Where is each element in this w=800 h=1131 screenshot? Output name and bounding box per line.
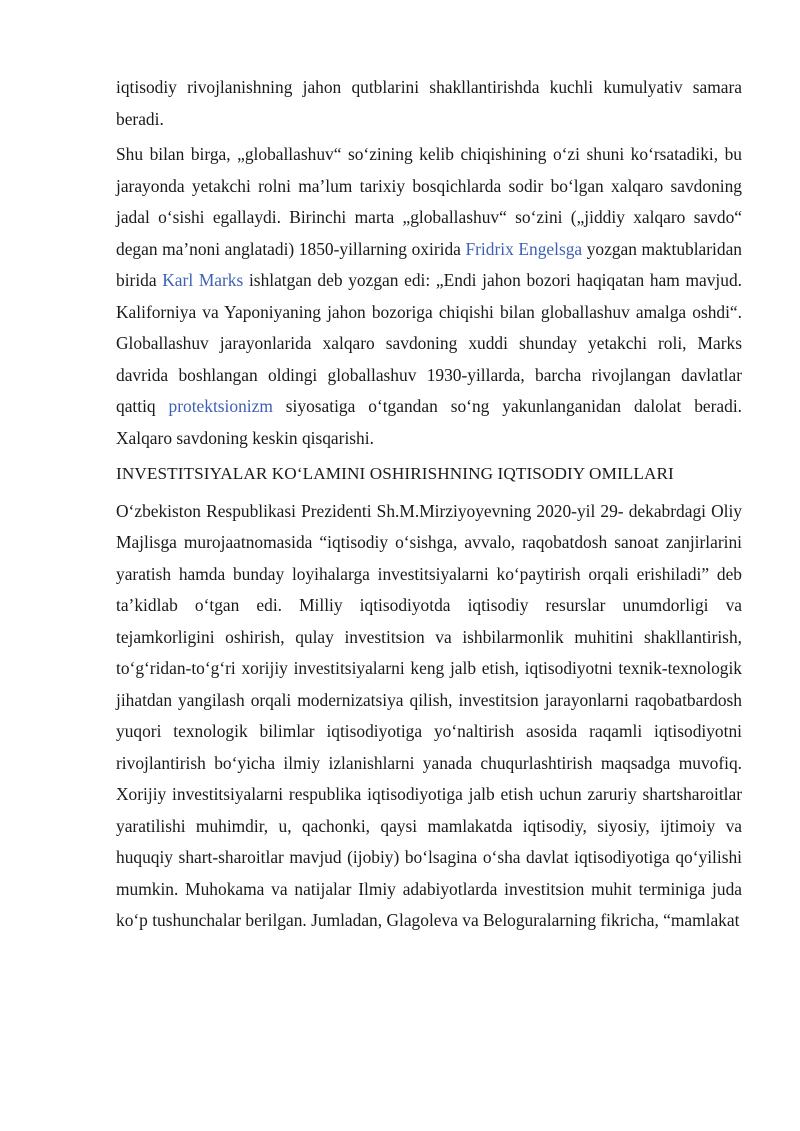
link-karl-marks[interactable]: Karl Marks	[162, 270, 244, 290]
section-heading: INVESTITSIYALAR KO‘LAMINI OSHIRISHNING IQTISODIY OMILLARI	[116, 464, 674, 483]
paragraph-1: iqtisodiy rivojlanishning jahon qutblarini shakllantirishda kuchli kumulyativ samara beradi.	[116, 77, 742, 129]
link-protektsionizm[interactable]: protektsionizm	[168, 396, 273, 416]
paragraph-2-text-1: Shu bilan birga, „globallashuv“ so‘zining kelib chiqishining o‘zi shuni ko‘rsatadiki, bu jarayonda yetakchi rolni ma’lum tarixiy bosqichlarda sodir bo‘lgan xalqaro savdoning jadal o‘sishi egallaydi. Birinchi marta „globallashuv“ so‘zini („jiddiy xalqaro savdo“ degan ma’noni anglatadi) 1850-yillarning oxirida	[116, 144, 742, 259]
paragraph-2-text-2: yozgan maktublaridan birida	[116, 238, 742, 290]
paragraph-2	[116, 139, 742, 454]
document-page	[116, 72, 742, 941]
paragraph-3: O‘zbekiston Respublikasi Prezidenti Sh.M.Mirziyoyevning 2020-yil 29- dekabrdagi Oliy Majlisga murojaatnomasida “iqtisodiy o‘sishga, avvalo, raqobatdosh sanoat zanjirlarini yaratish hamda bunday loyihalarga investitsiyalarni ko‘paytirish orqali erishiladi” deb ta’kidlab o‘tgan edi. Milliy iqtisodiyotda iqtisodiy resurslar unumdorligi va tejamkorligini oshirish, qulay investitsion va ishbilarmonlik muhitini shakllantirish, to‘g‘ridan-to‘g‘ri xorijiy investitsiyalarni keng jalb etish, iqtisodiyotni texnik-texnologik jihatdan yangilash orqali modernizatsiya qilish, investitsion jarayonlarni raqobatbardosh yuqori texnologik bilimlar iqtisodiyotiga yo‘naltirish asosida raqamli iqtisodiyotni rivojlantirish bo‘yicha ilmiy izlanishlarni yanada chuqurlashtirish maqsadga muvofiq. Xorijiy investitsiyalarni respublika iqtisodiyotiga jalb etish uchun zaruriy shartsharoitlar yaratilishi muhimdir, u, qachonki, qaysi mamlakatda iqtisodiy, siyosiy, ijtimoiy va huquqiy shart-sharoitlar mavjud (ijobiy) bo‘lsagina o‘sha davlat iqtisodiyotiga qo‘yilishi mumkin. Muhokama va natijalar Ilmiy adabiyotlarda investitsion muhit terminiga juda ko‘p tushunchalar berilgan. Jumladan, Glagoleva va Beloguralarning fikricha, “mamlakat	[116, 500, 742, 930]
link-fridrix-engels[interactable]: Fridrix Engelsga	[465, 238, 583, 259]
paragraph-2-text-3: ishlatgan deb yozgan edi: „Endi jahon bozori haqiqatan ham mavjud. Kaliforniya va Yaponiyaning jahon bozoriga chiqishi bilan globallashuv amalga oshdi“. Globallashuv jarayonlarida xalqaro savdoning xuddi shunday yetakchi roli, Marks davrida boshlangan oldingi globallashuv 1930-yillarda, barcha rivojlangan davlatlar qattiq	[116, 270, 742, 416]
paragraph-2-text-4: siyosatiga o‘tgandan so‘ng yakunlanganidan dalolat beradi. Xalqaro savdoning keskin qisqarishi.	[116, 396, 743, 448]
